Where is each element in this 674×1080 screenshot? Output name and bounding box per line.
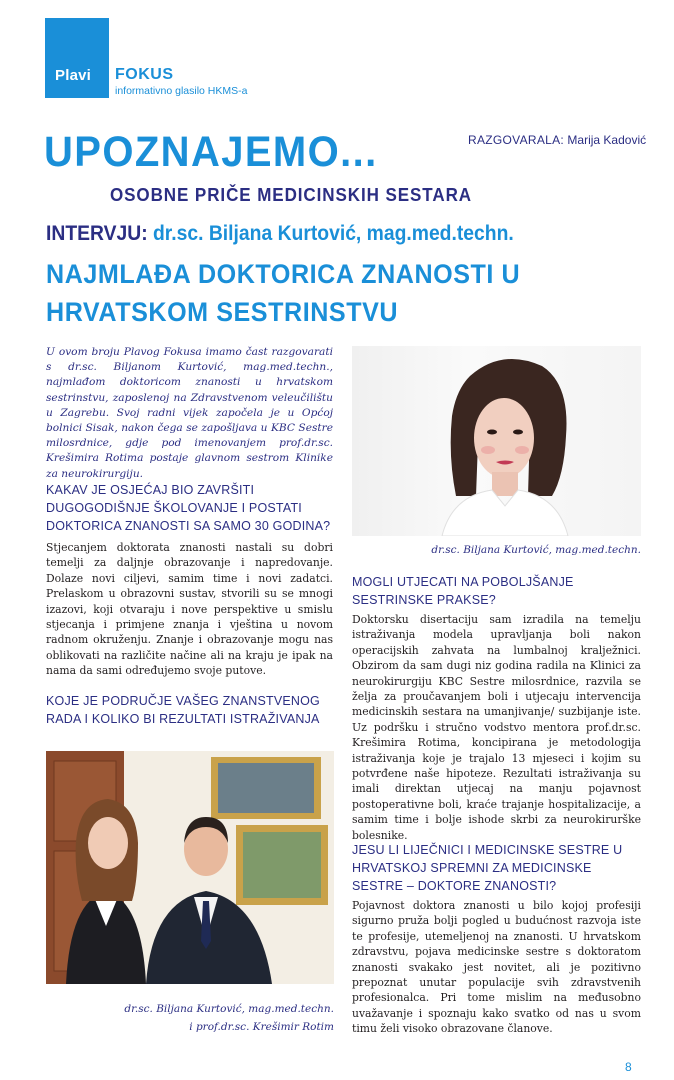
- interview-name: dr.sc. Biljana Kurtović, mag.med.techn.: [153, 222, 514, 245]
- duo-caption: [46, 1000, 334, 1036]
- intro-paragraph: U ovom broju Plavog Fokusa imamo čast razgovarati s dr.sc. Biljanom Kurtović, mag.med.techn., najmlađom doktoricom znanosti u hrvatskom sestrinstvu, zaposlenoj na Zdravstvenom veleučilištu u Zagrebu. Svoj radni vijek započela je u Općoj bolnici Sisak, nakon čega se zapošljava u KBC Sestre milosrdnice, gdje pod imenovanjem prof.dr.sc. Krešimira Rotima postaje glavnom sestrom Klinike za neurokirurgiju.: [46, 346, 333, 480]
- page-number: 8: [625, 1060, 632, 1074]
- question-1: KAKAV JE OSJEĆAJ BIO ZAVRŠITI DUGOGODIŠNJE ŠKOLOVANJE I POSTATI DOKTORICA ZNANOSTI SA SAMO 30 GODINA?: [46, 483, 331, 533]
- portrait-illustration: [352, 346, 641, 536]
- portrait-caption: dr.sc. Biljana Kurtović, mag.med.techn.: [431, 544, 641, 556]
- duo-photo: [46, 751, 334, 984]
- logo-badge: [45, 18, 109, 98]
- interview-label: INTERVJU:: [46, 222, 148, 245]
- question-4: JESU LI LIJEČNICI I MEDICINSKE SESTRE U HRVATSKOJ SPREMNI ZA MEDICINSKE SESTRE – DOKTORE ZNANOSTI?: [352, 843, 623, 893]
- question-2: KOJE JE PODRUČJE VAŠEG ZNANSTVENOG RADA I KOLIKO BI REZULTATI ISTRAŽIVANJA: [46, 694, 320, 726]
- question-3: MOGLI UTJECATI NA POBOLJŠANJE SESTRINSKE PRAKSE?: [352, 575, 574, 607]
- byline-label: RAZGOVARALA:: [468, 133, 565, 147]
- duo-caption-line1: dr.sc. Biljana Kurtović, mag.med.techn.: [124, 1003, 334, 1015]
- answer-1: Stjecanjem doktorata znanosti nastali su dobri temelji za daljnje obrazovanje i napredovanje. Dolaze novi ciljevi, samim time i novi zadatci. Prelaskom u obrazovni sustav, stvorili su se mnogi izazovi, koji otvaraju i nove perspektive u smislu stjecanja i primjene znanja i vještina u novom radnom okruženju. Znanje i obrazovanje mogu nas oblikovati na različite načine ali na kraju je ipak na nama da sami određujemo svoje putove.: [46, 541, 333, 678]
- answer-3: Doktorsku disertaciju sam izradila na temelju istraživanja modela upravljanja boli nakon operacijskih zahvata na lumbalnoj kralježnici. Obzirom da sam dugi niz godina radila na Klinici za neurokirurgiju KBC Sestre milosrdnice, razvila se želja za proučavanjem boli i utjecaju intervencija medicinskih sestara na umanjivanje/ suzbijanje iste. Uz podršku i stručno vodstvo mentora prof.dr.sc. Krešimira Rotima, koncipirana je metodologija istraživanja koje je trajalo 13 mjeseci i kojim su potvrđene naše hipoteze. Rezultati istraživanja su imali direktan utjecaj na manju pojavnost postoperativne boli, kraće trajanje hospitalizacije, a samim time i bolje ishode skrbi za neurokirurške bolesnike.: [352, 613, 641, 842]
- interview-heading: [46, 222, 514, 246]
- duo-caption-line2: i prof.dr.sc. Krešimir Rotim: [189, 1021, 334, 1033]
- byline-author: Marija Kadović: [567, 133, 647, 147]
- article-title-line1: NAJMLAĐA DOKTORICA ZNANOSTI U: [46, 259, 521, 289]
- answer-4: Pojavnost doktora znanosti u bilo kojoj profesiji sigurno pruža bolji pogled u budućnost razvoja iste te profesije, utemeljenoj na znanosti. U hrvatskom zdravstvu, pojava medicinske sestre s doktoratom znanosti svakako jest novitet, ali je pozitivno prepoznat unutar populacije svih zdravstvenih profesionalca. Pri tome mislim na međusobno uvažavanje i spoznaju kako svatko od nas u svom timu želi visoko obrazovane članove.: [352, 899, 641, 1036]
- subsection-heading: OSOBNE PRIČE MEDICINSKIH SESTARA: [110, 184, 473, 205]
- portrait-photo: [352, 346, 641, 536]
- logo-subtitle: informativno glasilo HKMS-a: [115, 85, 248, 97]
- logo-label: Plavi: [55, 67, 92, 84]
- byline: [468, 133, 646, 147]
- duo-illustration: [46, 751, 334, 984]
- article-title: [46, 255, 520, 331]
- section-heading: UPOZNAJEMO...: [44, 128, 378, 176]
- logo-title: FOKUS: [115, 66, 174, 83]
- article-title-line2: HRVATSKOM SESTRINSTVU: [46, 297, 399, 327]
